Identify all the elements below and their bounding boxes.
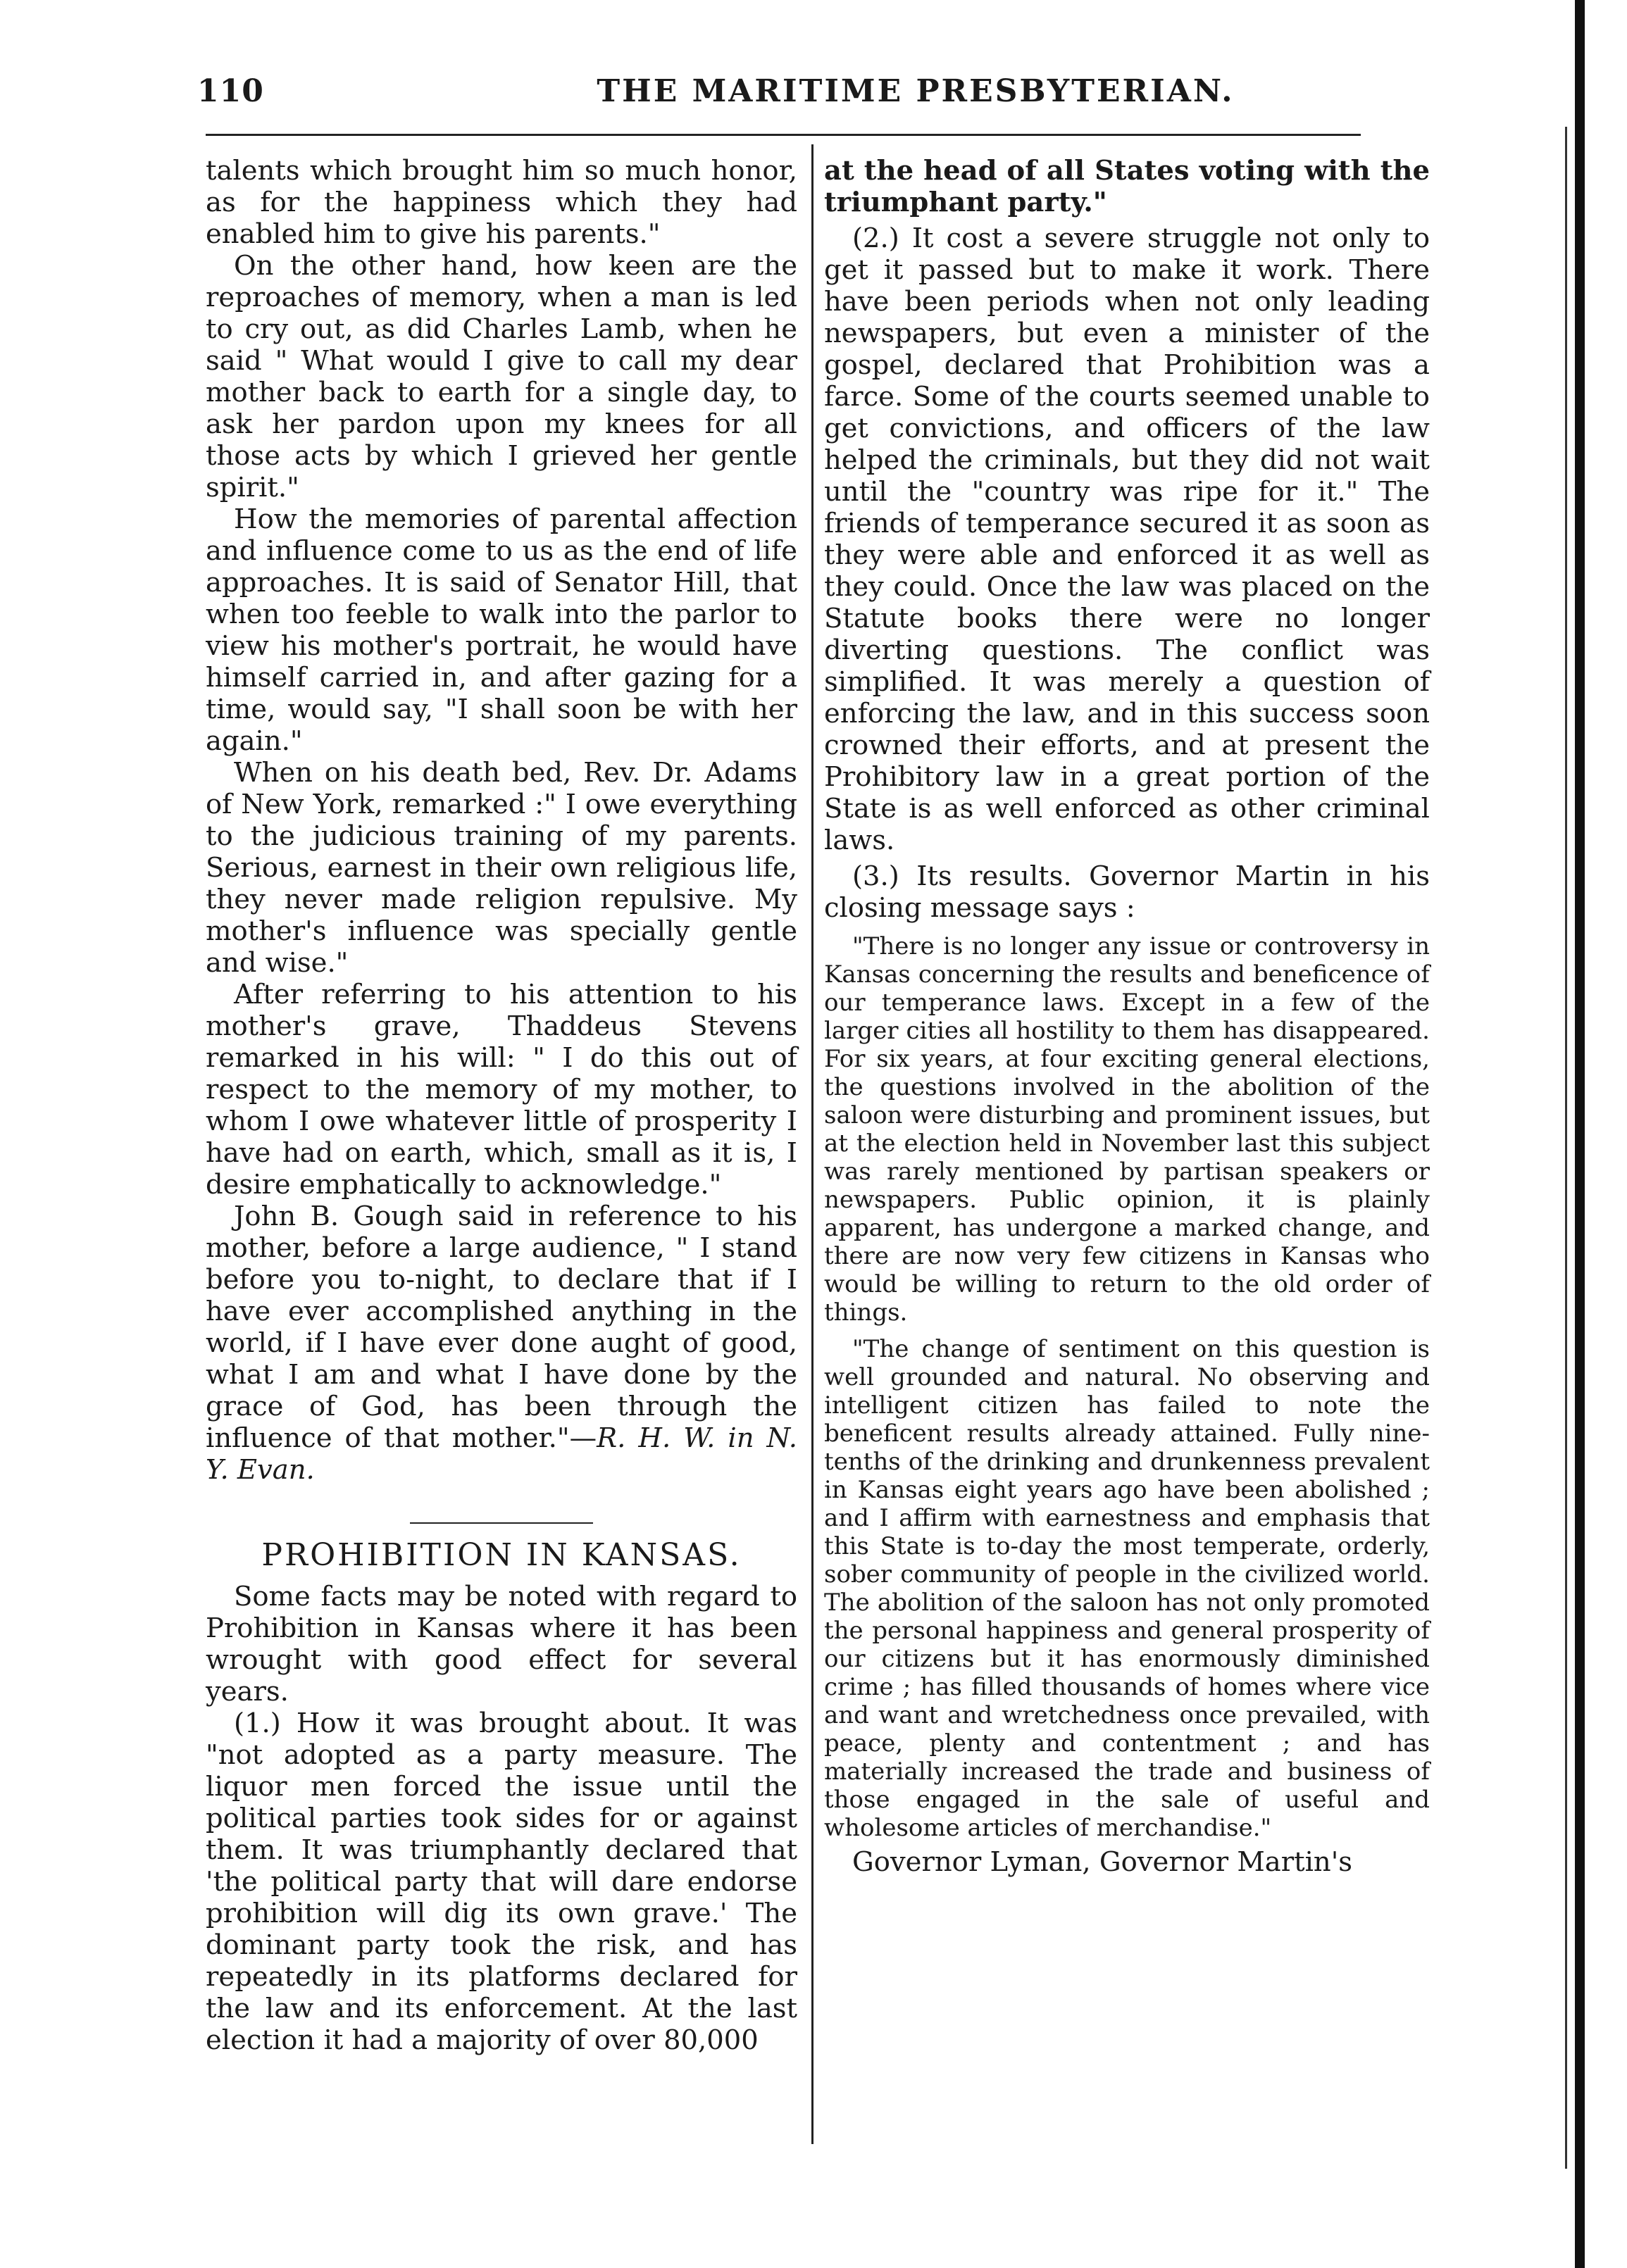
quoted-paragraph: "The change of sentiment on this question is well grounded and natural. No observing and intelligent citizen has failed to note the beneficent results already attained. Fully nine-tenths of the drinking and drunkenness prevalent in Kansas eight years ago have been abolished ; and I affirm with earnestness and emphasis that this State is to-day the most temperate, orderly, sober community of people in the civilized world. The abolition of the saloon has not only promoted the personal happiness and general prosperity of our citizens but it has enormously diminished crime ; has filled thousands of homes where vice and want and wretchedness once prevailed, with peace, plenty and contentment ; and has materially increased the trade and business of those engaged in the sale of useful and wholesome articles of merchandise." [824,1335,1430,1842]
paragraph [206,1201,797,1486]
quoted-paragraph: "There is no longer any issue or controversy in Kansas concerning the results and beneficence of our temperance laws. Except in a few of the larger cities all hostility to them has disappeared. For six years, at four exciting general elections, the questions involved in the abolition of the saloon were disturbing and prominent issues, but at the election held in November last this subject was rarely mentioned by partisan speakers or newspapers. Public opinion, it is plainly apparent, has undergone a marked change, and there are now very few citizens in Kansas who would be willing to return to the old order of things. [824,932,1430,1327]
paragraph: (1.) How it was brought about. It was "not adopted as a party measure. The liquor men forced the issue until the political parties took sides for or against them. It was triumphantly declared that 'the political party that will dare endorse prohibition will dig its own grave.' The dominant party took the risk, and has repeatedly in its platforms declared for the law and its enforcement. At the last election it had a majority of over 80,000 [206,1708,797,2056]
paragraph: Some facts may be noted with regard to Prohibition in Kansas where it has been wrought with good effect for several years. [206,1581,797,1708]
attribution: R. H. W. in N. Y. Evan. [206,1422,797,1486]
section-rule [410,1522,593,1524]
paragraph: (3.) Its results. Governor Martin in his closing message says : [824,860,1430,924]
paragraph: talents which brought him so much honor, as for the happiness which they had enabled him to give his parents." [206,155,797,250]
journal-title: THE MARITIME PRESBYTERIAN. [597,73,1235,109]
page-header [197,73,1521,123]
column-divider [811,144,814,2144]
page-number: 110 [197,73,264,109]
paragraph: How the memories of parental affection and influence come to us as the end of life approaches. It is said of Senator Hill, that when too feeble to walk into the parlor to view his mother's portrait, he would have himself carried in, and after gazing for a time, would say, "I shall soon be with her again." [206,503,797,757]
paragraph: Governor Lyman, Governor Martin's [852,1846,1353,1878]
page-binding-shadow [1565,127,1567,2169]
left-column [206,155,797,2056]
section-title: PROHIBITION IN KANSAS. [261,1537,742,1573]
paragraph-text: John B. Gough said in reference to his mother, before a large audience, " I stand before you to-night, to declare that if I have ever accomplished anything in the world, if I have ever done aught of good, what I am and what I have done by the grace of God, has been through the influence of that mother."— [206,1201,797,1454]
paragraph: (2.) It cost a severe struggle not only to get it passed but to make it work. There have been periods when not only leading newspapers, but even a minister of the gospel, declared that Prohibition was a farce. Some of the courts seemed unable to get convictions, and officers of the law helped the criminals, but they did not wait until the "country was ripe for it." The friends of temperance secured it as soon as they were able and enforced it as well as they could. Once the law was placed on the Statute books there were no longer diverting questions. The conflict was simplified. It was merely a question of enforcing the law, and in this success soon crowned their efforts, and at present the Prohibitory law in a great portion of the State is as well enforced as other criminal laws. [824,223,1430,856]
paragraph: After referring to his attention to his mother's grave, Thaddeus Stevens remarked in his will: " I do this out of respect to the memory of my mother, to whom I owe whatever little of prosperity I have had on earth, which, small as it is, I desire emphatically to acknowledge." [206,979,797,1201]
paragraph: On the other hand, how keen are the reproaches of memory, when a man is led to cry out, as did Charles Lamb, when he said " What would I give to call my dear mother back to earth for a single day, to ask her pardon upon my knees for all those acts by which I grieved her gentle spirit." [206,250,797,503]
page-binding-edge [1575,0,1585,2268]
header-rule [206,134,1361,136]
paragraph: at the head of all States voting with the triumphant party." [824,155,1430,218]
paragraph: When on his death bed, Rev. Dr. Adams of New York, remarked :" I owe everything to the judicious training of my parents. Serious, earnest in their own religious life, they never made religion repulsive. My mother's influence was specially gentle and wise." [206,757,797,979]
right-column [824,155,1430,1878]
